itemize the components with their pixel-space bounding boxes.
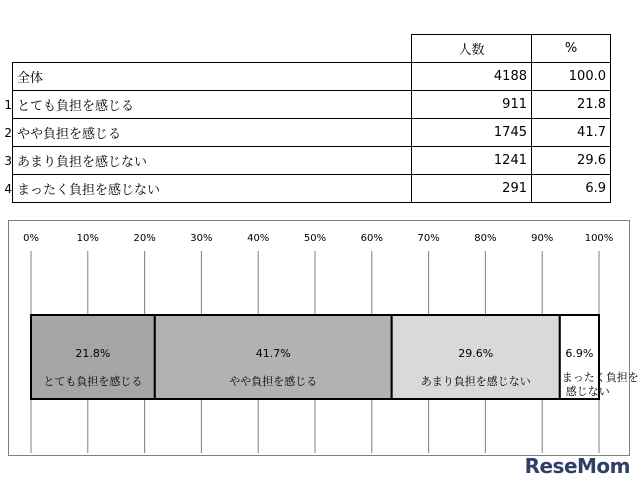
- row-label: まったく負担を感じない: [13, 175, 412, 203]
- row-pct: 41.7: [532, 119, 611, 147]
- tick-label: 80%: [474, 233, 497, 244]
- row-pct: 29.6: [532, 147, 611, 175]
- row-count: 4188: [412, 63, 532, 91]
- tick-label: 0%: [23, 233, 39, 244]
- segment-label: あまり負担を感じない: [420, 375, 531, 388]
- tick-label: 10%: [76, 233, 99, 244]
- chart-area: [8, 220, 639, 456]
- row-number: 4: [4, 181, 12, 196]
- row-label: やや負担を感じる: [13, 119, 412, 147]
- stacked-bar-chart: [9, 221, 639, 455]
- table-row: [4, 147, 611, 175]
- tick-label: 100%: [584, 233, 614, 244]
- row-label: 全体: [13, 63, 412, 91]
- tick-label: 20%: [133, 233, 156, 244]
- row-number: 1: [4, 97, 12, 112]
- row-label: あまり負担を感じない: [13, 147, 412, 175]
- table-header-row: [4, 35, 611, 63]
- tick-label: 40%: [247, 233, 270, 244]
- tick-label: 70%: [417, 233, 440, 244]
- data-label: 41.7%: [255, 347, 291, 360]
- row-pct: 6.9: [532, 175, 611, 203]
- data-label: 6.9%: [565, 347, 594, 360]
- header-count: 人数: [412, 35, 532, 63]
- table-row: [4, 63, 611, 91]
- row-number: [4, 63, 13, 91]
- table-row: [4, 175, 611, 203]
- row-count: 911: [412, 91, 532, 119]
- tick-label: 60%: [360, 233, 383, 244]
- stats-table: [4, 34, 611, 203]
- resemom-logo: ReseMom: [524, 454, 630, 478]
- header-pct: %: [532, 35, 611, 63]
- row-label: とても負担を感じる: [13, 91, 412, 119]
- table-row: [4, 91, 611, 119]
- segment-label: やや負担を感じる: [229, 375, 318, 388]
- row-pct: 21.8: [532, 91, 611, 119]
- row-count: 291: [412, 175, 532, 203]
- data-label: 29.6%: [458, 347, 494, 360]
- tick-label: 50%: [303, 233, 327, 244]
- data-label: 21.8%: [75, 347, 111, 360]
- row-count: 1241: [412, 147, 532, 175]
- tick-label: 90%: [531, 233, 554, 244]
- row-pct: 100.0: [532, 63, 611, 91]
- row-number: 2: [4, 125, 12, 140]
- segment-label: とても負担を感じる: [43, 375, 143, 388]
- table-row: [4, 119, 611, 147]
- tick-label: 30%: [190, 233, 213, 244]
- segment-label: まったく負担を感じない: [561, 371, 639, 398]
- row-count: 1745: [412, 119, 532, 147]
- row-number: 3: [4, 153, 12, 168]
